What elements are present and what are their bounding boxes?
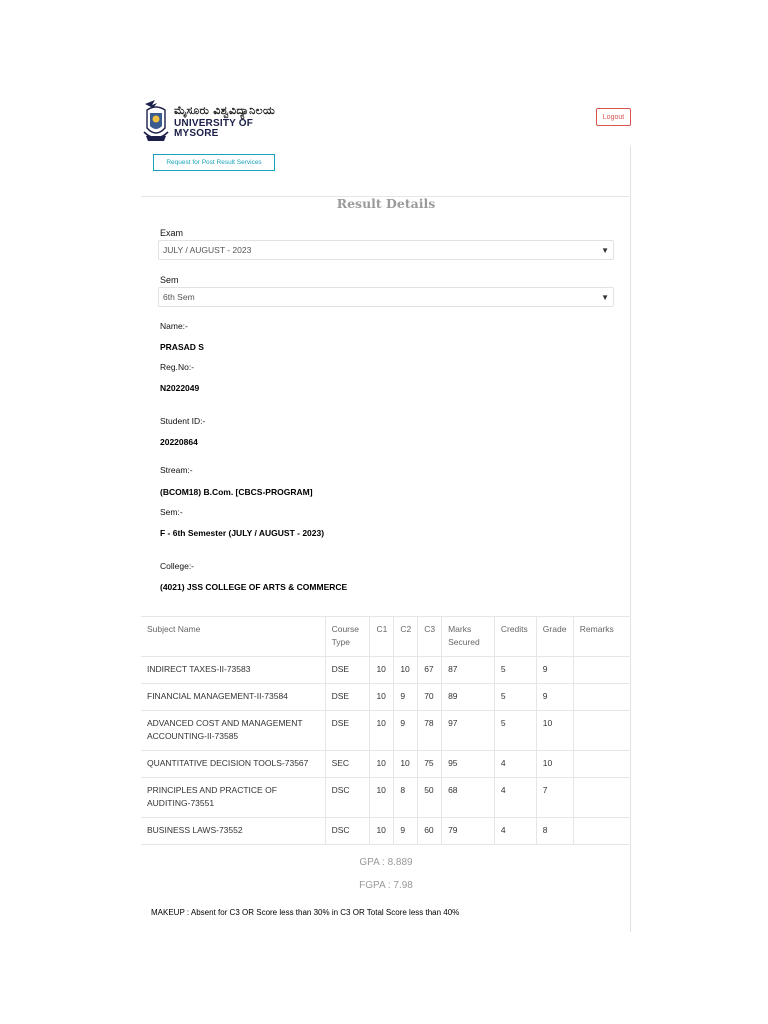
- c1: 10: [370, 684, 394, 711]
- table-row: [141, 751, 631, 778]
- c3: 50: [418, 778, 442, 818]
- exam-select-value: JULY / AUGUST - 2023: [163, 245, 252, 255]
- course-type: SEC: [325, 751, 370, 778]
- c2: 10: [394, 657, 418, 684]
- c3: 70: [418, 684, 442, 711]
- result-details-title: Result Details: [336, 196, 436, 211]
- student-id: 20220864: [160, 437, 198, 447]
- table-row: [141, 711, 631, 751]
- c2: 9: [394, 818, 418, 845]
- subject-name: FINANCIAL MANAGEMENT-II-73584: [141, 684, 325, 711]
- stream-label: Stream:-: [160, 465, 193, 475]
- c1: 10: [370, 778, 394, 818]
- post-result-services-button[interactable]: Request for Post Result Services: [153, 154, 275, 171]
- table-row: [141, 684, 631, 711]
- university-logo: [141, 97, 291, 147]
- subject-name: PRINCIPLES AND PRACTICE OF AUDITING-73551: [141, 778, 325, 818]
- sem-select[interactable]: [158, 287, 614, 307]
- table-row: [141, 657, 631, 684]
- student-semester: F - 6th Semester (JULY / AUGUST - 2023): [160, 528, 325, 538]
- table-header-row: [141, 617, 631, 657]
- remarks: [573, 818, 631, 845]
- marks-secured: 79: [442, 818, 495, 845]
- marks-secured: 97: [442, 711, 495, 751]
- logout-button[interactable]: Logout: [596, 108, 631, 126]
- credits: 4: [494, 778, 536, 818]
- subject-name: INDIRECT TAXES-II-73583: [141, 657, 325, 684]
- header-c2: C2: [394, 617, 418, 657]
- subject-name: BUSINESS LAWS-73552: [141, 818, 325, 845]
- header-course-type: Course Type: [325, 617, 370, 657]
- course-type: DSE: [325, 711, 370, 751]
- credits: 4: [494, 818, 536, 845]
- header-marks-secured: Marks Secured: [442, 617, 495, 657]
- student-id-label: Student ID:-: [160, 416, 206, 426]
- student-stream: (BCOM18) B.Com. [CBCS-PROGRAM]: [160, 487, 313, 497]
- marks-secured: 87: [442, 657, 495, 684]
- remarks: [573, 711, 631, 751]
- marks-table: [141, 616, 631, 845]
- grade: 9: [536, 657, 573, 684]
- sem-select-value: 6th Sem: [163, 292, 195, 302]
- course-type: DSC: [325, 778, 370, 818]
- logo-kannada-text: ಮೈಸೂರು ವಿಶ್ವವಿದ್ಯಾನಿಲಯ: [174, 104, 276, 117]
- name-label: Name:-: [160, 321, 188, 331]
- gpa-value: GPA : 8.889: [359, 857, 413, 868]
- regno-label: Reg.No:-: [160, 362, 195, 372]
- c3: 75: [418, 751, 442, 778]
- result-panel: [141, 146, 631, 932]
- grade: 10: [536, 711, 573, 751]
- marks-secured: 68: [442, 778, 495, 818]
- grade: 7: [536, 778, 573, 818]
- sem-label: Sem: [160, 275, 179, 285]
- c1: 10: [370, 657, 394, 684]
- logo-english-text: UNIVERSITY OF MYSORE: [174, 118, 254, 139]
- credits: 5: [494, 657, 536, 684]
- remarks: [573, 657, 631, 684]
- remarks: [573, 751, 631, 778]
- c3: 78: [418, 711, 442, 751]
- student-regno: N2022049: [160, 383, 200, 393]
- header-c3: C3: [418, 617, 442, 657]
- c2: 10: [394, 751, 418, 778]
- marks-secured: 89: [442, 684, 495, 711]
- c1: 10: [370, 818, 394, 845]
- grade: 9: [536, 684, 573, 711]
- fgpa-value: FGPA : 7.98: [359, 880, 413, 891]
- credits: 5: [494, 711, 536, 751]
- exam-select[interactable]: [158, 240, 614, 260]
- course-type: DSC: [325, 818, 370, 845]
- table-row: [141, 818, 631, 845]
- c2: 9: [394, 711, 418, 751]
- university-emblem-icon: [141, 98, 171, 146]
- student-college: (4021) JSS COLLEGE OF ARTS & COMMERCE: [160, 582, 348, 592]
- grade: 10: [536, 751, 573, 778]
- marks-secured: 95: [442, 751, 495, 778]
- semester-label: Sem:-: [160, 507, 183, 517]
- caret-down-icon: ▼: [601, 245, 609, 255]
- credits: 5: [494, 684, 536, 711]
- college-label: College:-: [160, 561, 195, 571]
- c3: 67: [418, 657, 442, 684]
- c3: 60: [418, 818, 442, 845]
- course-type: DSE: [325, 684, 370, 711]
- makeup-note: MAKEUP : Absent for C3 OR Score less than 30% in C3 OR Total Score less than 40%: [151, 908, 460, 917]
- caret-down-icon: ▼: [601, 292, 609, 302]
- header-c1: C1: [370, 617, 394, 657]
- header-credits: Credits: [494, 617, 536, 657]
- subject-name: QUANTITATIVE DECISION TOOLS-73567: [141, 751, 325, 778]
- student-name: PRASAD S: [160, 342, 204, 352]
- subject-name: ADVANCED COST AND MANAGEMENT ACCOUNTING-II-73585: [141, 711, 325, 751]
- exam-label: Exam: [160, 228, 184, 238]
- header-remarks: Remarks: [579, 624, 614, 634]
- credits: 4: [494, 751, 536, 778]
- grade: 8: [536, 818, 573, 845]
- c1: 10: [370, 711, 394, 751]
- header-subject-name: Subject Name: [141, 617, 325, 657]
- header-grade: Grade: [536, 617, 573, 657]
- c2: 9: [394, 684, 418, 711]
- c2: 8: [394, 778, 418, 818]
- c1: 10: [370, 751, 394, 778]
- remarks: [573, 778, 631, 818]
- table-row: [141, 778, 631, 818]
- course-type: DSE: [325, 657, 370, 684]
- remarks: [573, 684, 631, 711]
